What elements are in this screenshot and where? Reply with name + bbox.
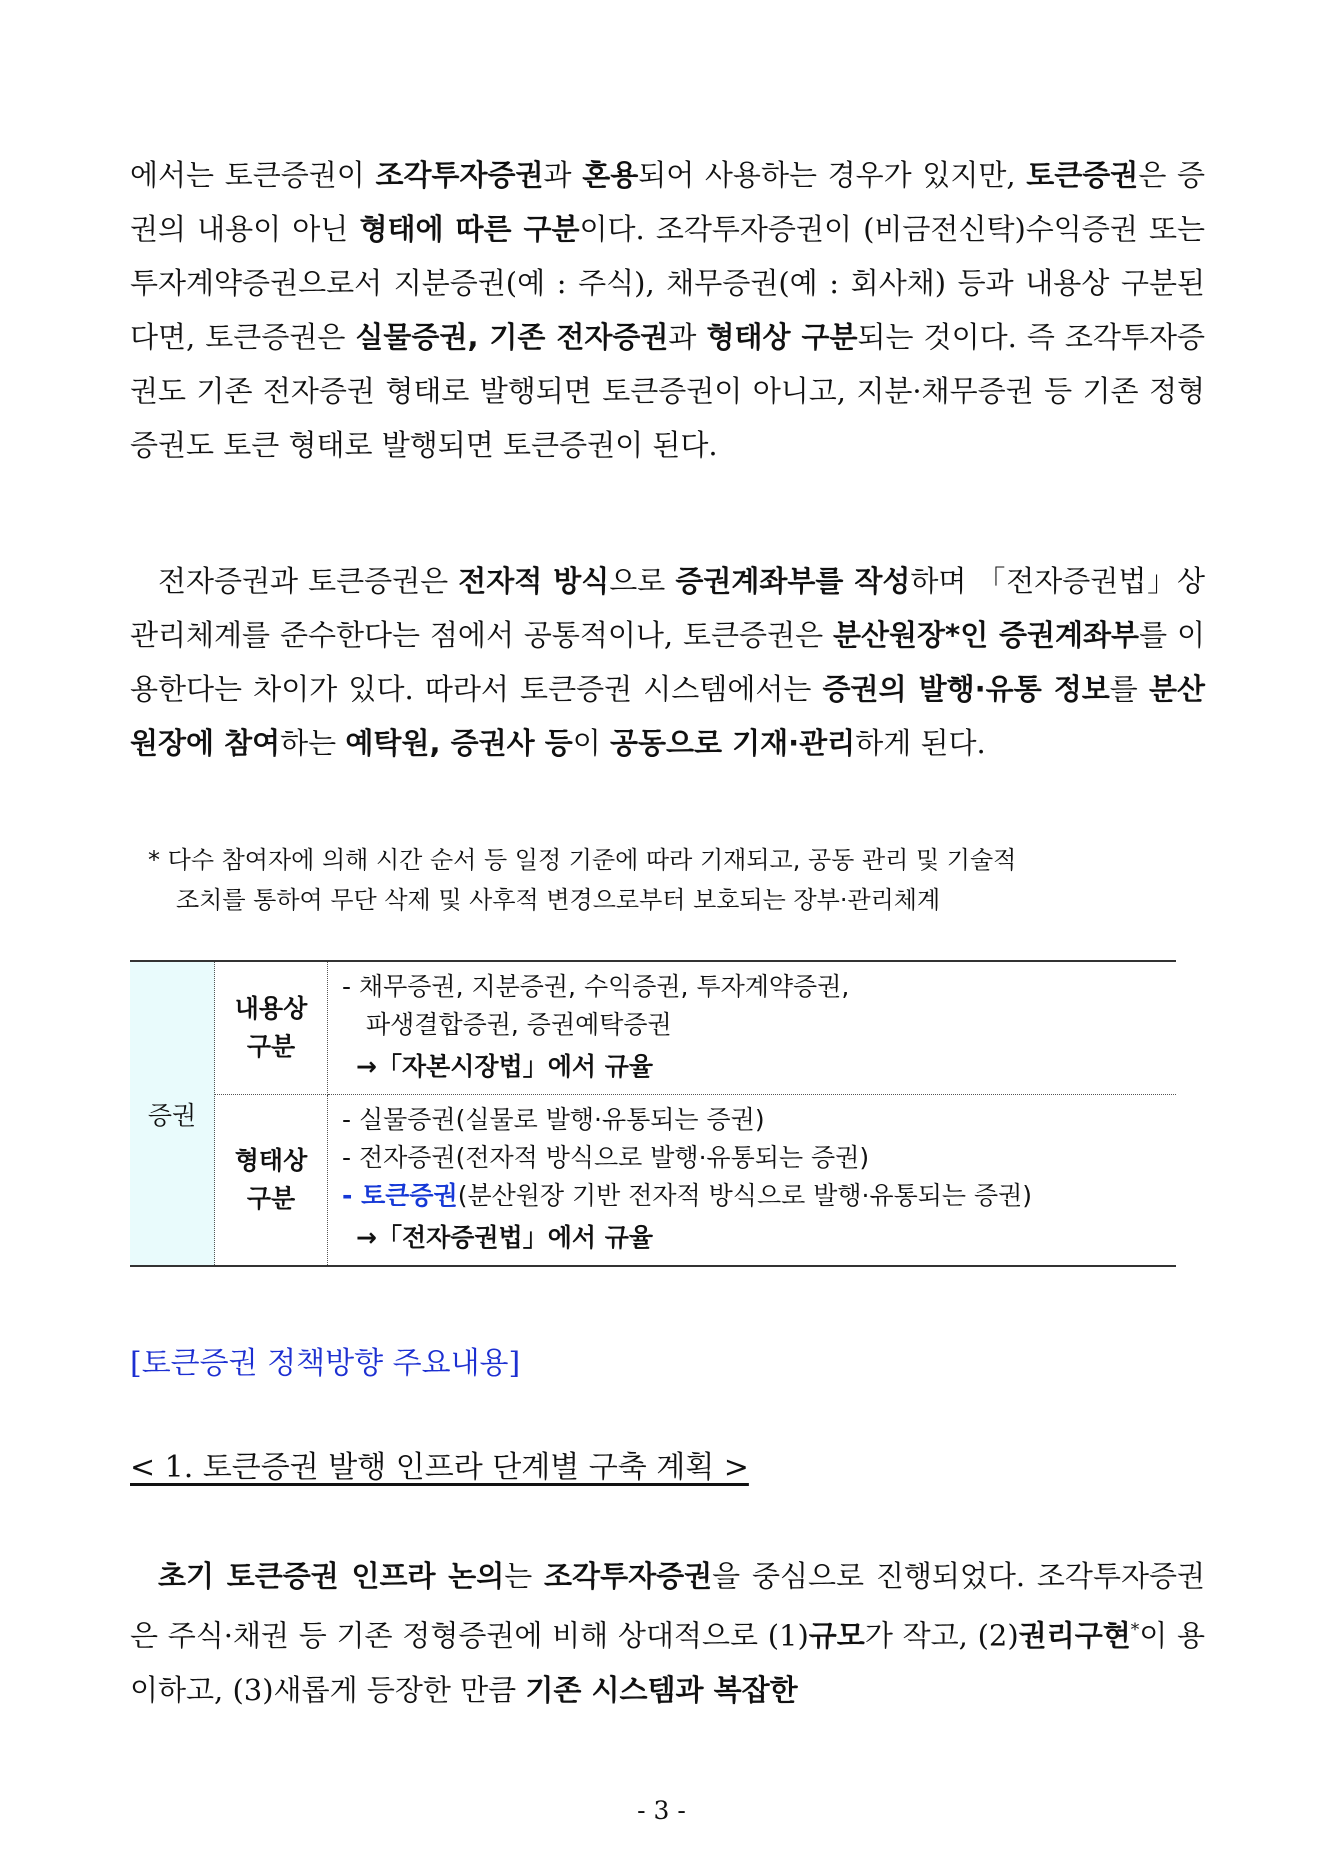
footnote-marker: *: [945, 618, 961, 652]
description-line: [342, 1177, 1162, 1215]
list-dash: -: [342, 1181, 362, 1210]
text-span: 에서는 토큰증권이: [130, 158, 376, 192]
bold-span: 예탁원, 증권사 등: [345, 726, 573, 760]
bold-span: 인 증권계좌부: [960, 618, 1140, 652]
securities-classification-table: [130, 960, 1176, 1267]
regulation-note: →「전자증권법」에서 규율: [356, 1223, 654, 1252]
bold-span: 조각투자증권: [544, 1559, 713, 1593]
description-line: - 전자증권(전자적 방식으로 발행·유통되는 증권): [342, 1143, 870, 1172]
description-line: - 채무증권, 지분증권, 수익증권, 투자계약증권,: [342, 972, 850, 1001]
text-span: 이다. 조각투자증권이 (비금전신탁)수익증권 또는 투자계약증권으로서 지분증권(예 : 주식), 채무증권(예 : 회사채) 등과 내용상 구분된다면, 토큰증권은: [130, 212, 1205, 354]
text-span: 를: [1109, 672, 1149, 706]
section-cell: 증권: [130, 961, 215, 1266]
text-span: 되는 것이다. 즉 조각투자증권도 기존 전자증권 형태로 발행되면 토큰증권이 아니고, 지분·채무증권 등 기존 정형증권도 토큰 형태로 발행되면 토큰증권이 된다.: [130, 320, 1205, 462]
bold-span: 실물증권, 기존 전자증권: [355, 320, 669, 354]
text-span: 는: [504, 1559, 545, 1593]
text-span: 을 중심으로 진행되었다. 조각투자증권은 주식·채권 등 기존 정형증권에 비해 상대적으로 (1): [130, 1559, 1205, 1653]
category-label: 구분: [246, 1184, 296, 1213]
table-row: [130, 1095, 1176, 1267]
bold-span: 혼용: [582, 158, 639, 192]
bold-span: 형태에 따른 구분: [359, 212, 580, 246]
text-span: 이: [572, 726, 610, 760]
paragraph-initial-infrastructure: [130, 1549, 1205, 1717]
page-number: - 3 -: [637, 1796, 686, 1825]
text-span: 과: [543, 158, 583, 192]
section-title: < 1. 토큰증권 발행 인프라 단계별 구축 계획 >: [130, 1450, 749, 1485]
bold-span: 증권계좌부를 작성: [675, 564, 911, 598]
text-span: 으로: [609, 564, 676, 598]
bold-span: 공동으로 기재·관리: [609, 726, 856, 760]
bold-span: 전자적 방식: [458, 564, 610, 598]
bold-span: 토큰증권: [1026, 158, 1139, 192]
token-security-highlight: 토큰증권: [361, 1181, 458, 1210]
paragraph-token-vs-fractional: [130, 148, 1205, 472]
text-span: 전자증권과 토큰증권은: [158, 564, 459, 598]
text-span: 가 작고, (2): [864, 1618, 1019, 1653]
footnote-marker: *: [1130, 1620, 1140, 1640]
category-cell-form: [215, 1095, 328, 1267]
paragraph-electronic-vs-token: [130, 554, 1205, 770]
table-row: [130, 961, 1176, 1095]
text-span: 과: [668, 320, 707, 354]
bold-span: 조각투자증권: [375, 158, 544, 192]
description-cell: [328, 961, 1177, 1095]
text-span: 되어 사용하는 경우가 있지만,: [638, 158, 1027, 192]
text-span: 은 증권의 내용이 아닌: [130, 158, 1205, 246]
text-span: (분산원장 기반 전자적 방식으로 발행·유통되는 증권): [457, 1181, 1033, 1210]
bold-span: 권리구현: [1018, 1618, 1131, 1653]
text-span: 를 이용한다는 차이가 있다. 따라서 토큰증권 시스템에서는: [130, 618, 1205, 706]
bold-span: 증권의 발행·유통 정보: [822, 672, 1110, 706]
footnote-distributed-ledger: [148, 840, 1208, 920]
description-cell: [328, 1095, 1177, 1267]
regulation-note: →「자본시장법」에서 규율: [356, 1052, 654, 1081]
text-span: 하는: [280, 726, 346, 760]
category-label: 내용상: [234, 994, 308, 1023]
bold-span: 분산원장에 참여: [130, 672, 1206, 760]
bold-span: 규모: [808, 1618, 865, 1653]
text-span: 하며 「전자증권법」상 관리체계를 준수한다는 점에서 공통적이나, 토큰증권은: [130, 564, 1205, 652]
text-span: 이 용이하고, (3)새롭게 등장한 만큼: [130, 1618, 1206, 1707]
bold-span: 형태상 구분: [706, 320, 858, 354]
bold-span: 초기 토큰증권 인프라 논의: [158, 1559, 505, 1593]
bold-span: 기존 시스템과 복잡한: [525, 1672, 798, 1707]
footnote-line: 조치를 통하여 무단 삭제 및 사후적 변경으로부터 보호되는 장부·관리체계: [176, 886, 941, 914]
footnote-line: * 다수 참여자에 의해 시간 순서 등 일정 기준에 따라 기재되고, 공동 관리 및 기술적: [148, 846, 1017, 874]
bold-span: 분산원장: [832, 618, 946, 652]
description-line: - 실물증권(실물로 발행·유통되는 증권): [342, 1105, 765, 1134]
category-label: 구분: [246, 1032, 296, 1061]
policy-heading: [토큰증권 정책방향 주요내용]: [130, 1346, 521, 1381]
text-span: 하게 된다.: [855, 726, 986, 760]
category-label: 형태상: [234, 1146, 308, 1175]
category-cell-content: [215, 961, 328, 1095]
description-line: 파생결합증권, 증권예탁증권: [366, 1010, 672, 1039]
